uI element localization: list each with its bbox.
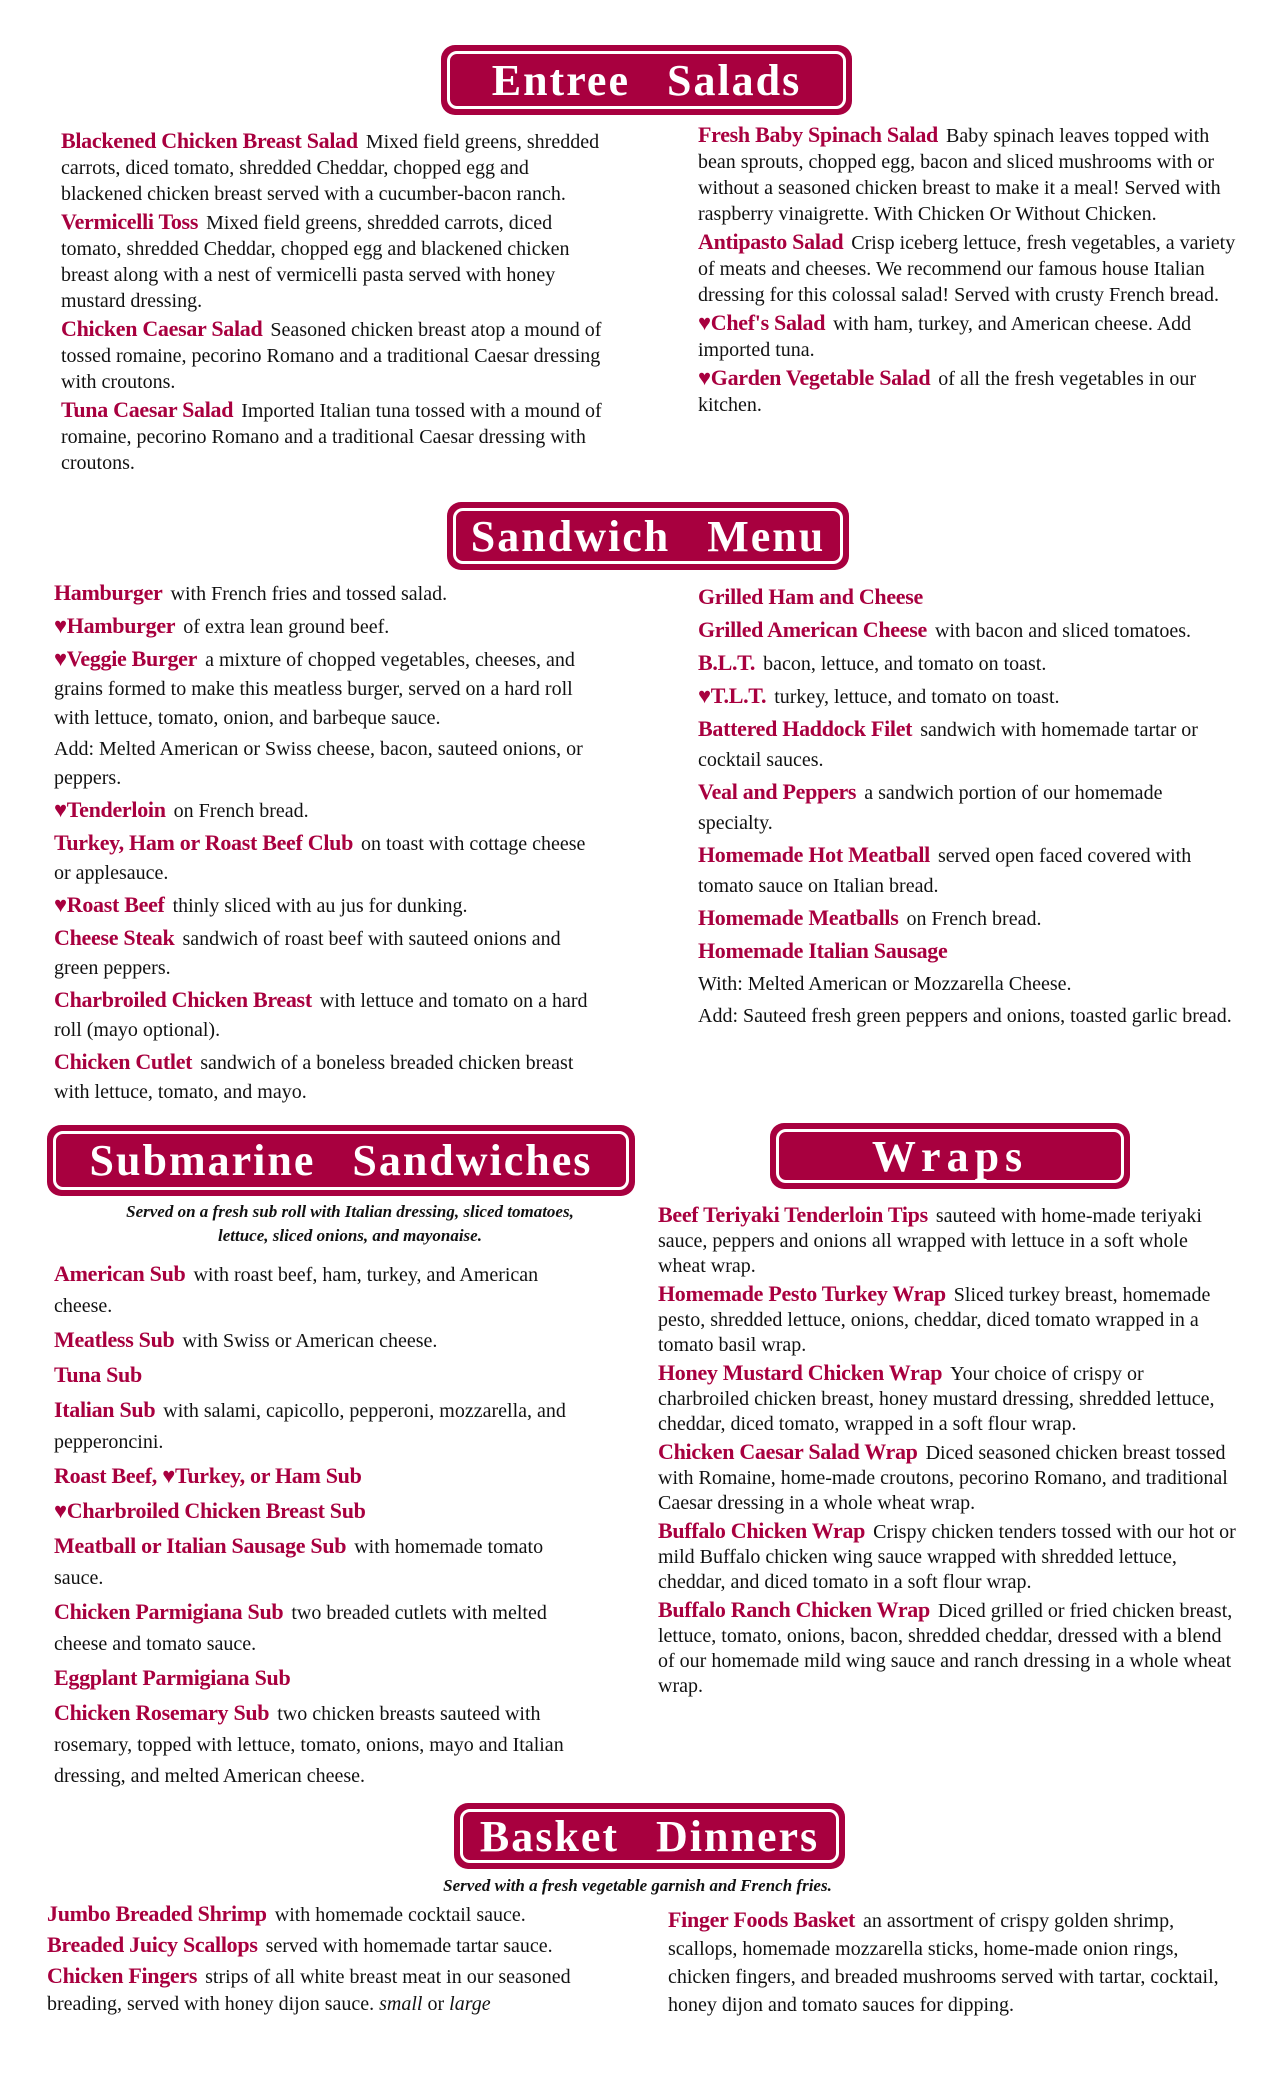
menu-item-name: Vermicelli Toss (61, 209, 199, 234)
menu-item-name: Buffalo Ranch Chicken Wrap (658, 1597, 930, 1622)
menu-item-description: served with homemade tartar sauce. (265, 1935, 553, 1957)
section-title: Sandwich Menu (470, 511, 826, 561)
menu-item (54, 1530, 594, 1594)
menu-item-description: turkey, lettuce, and tomato on toast. (774, 686, 1060, 708)
section-title: Entree Salads (491, 55, 802, 105)
size-option: or (427, 1993, 445, 2015)
menu-item (61, 397, 606, 476)
menu-item (54, 1359, 594, 1392)
menu-item (54, 1460, 594, 1493)
menu-item-name: ♥Charbroiled Chicken Breast Sub (54, 1498, 366, 1523)
menu-item-description: sandwich with homemade tartar or cocktail sauces. (698, 719, 1198, 771)
menu-item (54, 890, 594, 921)
menu-item-name: Eggplant Parmigiana Sub (54, 1665, 291, 1690)
menu-item (54, 1495, 594, 1528)
menu-item (61, 209, 606, 314)
menu-item-name: Tuna Caesar Salad (61, 397, 234, 422)
menu-item-name: Homemade Pesto Turkey Wrap (658, 1281, 946, 1306)
entree-salads-right (698, 122, 1238, 420)
section-title: Basket Dinners (479, 1811, 820, 1861)
menu-item (54, 1394, 594, 1458)
menu-item-description: with lettuce and tomato on a hard roll (mayo optional). (54, 990, 588, 1041)
menu-item-name: ♥Roast Beef (54, 892, 165, 917)
menu-item (698, 615, 1238, 646)
menu-item-description: of all the fresh vegetables in our kitchen. (698, 368, 1196, 416)
menu-item-description: on French bread. (173, 800, 309, 822)
menu-item-name: Hamburger (54, 580, 163, 605)
menu-item-description: of extra lean ground beef. (183, 616, 390, 638)
menu-item-name: Homemade Italian Sausage (698, 938, 948, 963)
menu-item-name: Finger Foods Basket (668, 1907, 856, 1932)
menu-item-description: served open faced covered with tomato sauce on Italian bread. (698, 845, 1192, 897)
menu-item-name: Grilled American Cheese (698, 617, 927, 642)
submarine-items (54, 1258, 594, 1794)
menu-item (698, 229, 1238, 308)
menu-item-name: Chicken Caesar Salad (61, 316, 263, 341)
menu-item-description: two chicken breasts sauteed with rosemary, topped with lettuce, tomato, onions, mayo and Italian dressing, and melted American cheese. (54, 1703, 564, 1787)
menu-item-description: bacon, lettuce, and tomato on toast. (763, 653, 1047, 675)
menu-item-description: Diced seasoned chicken breast tossed with Romaine, home-made croutons, pecorino Romano, and traditional Caesar dressing in a whole wheat wrap. (658, 1442, 1228, 1514)
menu-item (658, 1360, 1238, 1437)
submarine-subtitle: Served on a fresh sub roll with Italian dressing, sliced tomatoes, lettuce, sliced onions, and mayonaise. (126, 1202, 574, 1245)
menu-item-name: Tuna Sub (54, 1362, 142, 1387)
sandwich-menu-banner (447, 502, 849, 570)
menu-item-description: strips of all white breast meat in our seasoned breading, served with honey dijon sauce. (47, 1966, 571, 2015)
menu-item-name: Chicken Fingers (47, 1963, 198, 1988)
menu-item (698, 122, 1238, 227)
menu-item (698, 648, 1238, 679)
menu-item-name: Honey Mustard Chicken Wrap (658, 1360, 943, 1385)
menu-item (698, 365, 1238, 418)
menu-item-description: Mixed field greens, shredded carrots, diced tomato, shredded Cheddar, chopped egg and blackened chicken breast served with a cucumber-bacon ranch. (61, 131, 600, 205)
wraps-items (658, 1202, 1238, 1701)
menu-item-description: Sliced turkey breast, homemade pesto, shredded lettuce, onions, cheddar, diced tomato wrapped in a tomato basil wrap. (658, 1284, 1211, 1356)
menu-item-name: Fresh Baby Spinach Salad (698, 122, 938, 147)
menu-item (47, 1962, 607, 2018)
menu-item (698, 840, 1238, 901)
menu-item (658, 1202, 1238, 1279)
menu-item (54, 1324, 594, 1357)
menu-item (54, 828, 594, 888)
menu-item (658, 1281, 1238, 1358)
menu-item-description: Imported Italian tuna tossed with a mound of romaine, pecorino Romano and a traditional Caesar dressing with croutons. (61, 400, 602, 474)
menu-item-name: Roast Beef, ♥Turkey, or Ham Sub (54, 1463, 362, 1488)
menu-item-name: ♥Chef's Salad (698, 310, 826, 335)
menu-item-name: ♥Hamburger (54, 613, 176, 638)
menu-item-name: Breaded Juicy Scallops (47, 1932, 258, 1957)
menu-item (54, 611, 594, 642)
menu-item-name: Italian Sub (54, 1397, 156, 1422)
menu-item-description: Crisp iceberg lettuce, fresh vegetables, a variety of meats and cheeses. We recommend our famous house Italian dressing for this colossal salad! Served with crusty French bread. (698, 232, 1236, 306)
menu-item-description: an assortment of crispy golden shrimp, scallops, homemade mozzarella sticks, home-made onion rings, chicken fingers, and breaded mushrooms served with tartar, cocktail, honey dijon and tomato sauces for dipping. (668, 1910, 1219, 2016)
menu-item-name: Beef Teriyaki Tenderloin Tips (658, 1202, 928, 1227)
menu-item-description: Your choice of crispy or charbroiled chicken breast, honey mustard dressing, shredded lettuce, cheddar, diced tomato, wrapped in a soft flour wrap. (658, 1363, 1215, 1435)
menu-item (54, 1047, 594, 1107)
menu-item (658, 1597, 1238, 1699)
menu-item (47, 1931, 607, 1960)
basket-dinners-right (668, 1906, 1228, 2021)
section-title: Wraps (871, 1131, 1029, 1181)
menu-item-name: ♥Tenderloin (54, 797, 166, 822)
menu-item-name: Veal and Peppers (698, 779, 857, 804)
menu-item-name: Antipasto Salad (698, 229, 844, 254)
menu-item-name: Chicken Parmigiana Sub (54, 1599, 284, 1624)
menu-item (698, 903, 1238, 934)
menu-note: Add: Sauteed fresh green peppers and onions, toasted garlic bread. (698, 1005, 1232, 1027)
menu-item-name: ♥Garden Vegetable Salad (698, 365, 931, 390)
menu-item-description: with French fries and tossed salad. (170, 583, 448, 605)
submarine-banner (47, 1125, 635, 1196)
menu-item (61, 316, 606, 395)
menu-item-name: Meatless Sub (54, 1327, 175, 1352)
basket-dinners-left (47, 1900, 607, 2020)
basket-dinners-subtitle: Served with a fresh vegetable garnish and French fries. (443, 1876, 832, 1895)
menu-item-description: sandwich of a boneless breaded chicken breast with lettuce, tomato, and mayo. (54, 1052, 574, 1103)
menu-note: Add: Melted American or Swiss cheese, bacon, sauteed onions, or peppers. (54, 738, 583, 789)
menu-item-description: with homemade tomato sauce. (54, 1536, 544, 1589)
menu-item (658, 1439, 1238, 1516)
sandwich-menu-left (54, 578, 594, 1109)
menu-item-description: Diced grilled or fried chicken breast, lettuce, tomato, onions, bacon, shredded cheddar, dressed with a blend of our homemade mild wing sauce and ranch dressing in a whole wheat wrap. (658, 1600, 1233, 1697)
menu-item (698, 777, 1238, 838)
menu-item-description: Crispy chicken tenders tossed with our hot or mild Buffalo chicken wing sauce wrapped with shredded lettuce, cheddar, and diced tomato in a soft flour wrap. (658, 1521, 1236, 1593)
menu-item-name: Battered Haddock Filet (698, 716, 913, 741)
menu-item-name: Meatball or Italian Sausage Sub (54, 1533, 347, 1558)
menu-item (54, 923, 594, 983)
menu-item-description: sauteed with home-made teriyaki sauce, peppers and onions all wrapped with lettuce in a soft whole wheat wrap. (658, 1205, 1202, 1277)
menu-item-description: on French bread. (906, 908, 1042, 930)
menu-item (54, 1596, 594, 1660)
menu-item (54, 578, 594, 609)
menu-item-name: Chicken Caesar Salad Wrap (658, 1439, 918, 1464)
entree-salads-left (61, 128, 606, 478)
menu-item-name: Jumbo Breaded Shrimp (47, 1901, 267, 1926)
menu-item-name: Homemade Hot Meatball (698, 842, 930, 867)
section-title: Submarine Sandwiches (89, 1136, 593, 1185)
menu-item-description: Seasoned chicken breast atop a mound of tossed romaine, pecorino Romano and a traditional Caesar dressing with croutons. (61, 319, 602, 393)
menu-item-description: with roast beef, ham, turkey, and American cheese. (54, 1264, 539, 1317)
menu-item (698, 936, 1238, 967)
menu-item-description: with Swiss or American cheese. (182, 1330, 438, 1352)
menu-item (54, 644, 594, 733)
menu-item-name: ♥Veggie Burger (54, 646, 198, 671)
menu-item-name: American Sub (54, 1261, 186, 1286)
basket-dinners-banner (454, 1803, 845, 1869)
menu-item (668, 1906, 1228, 2019)
menu-item (698, 714, 1238, 775)
menu-item (54, 985, 594, 1045)
menu-item-description: a sandwich portion of our homemade specialty. (698, 782, 1163, 834)
menu-item-name: Blackened Chicken Breast Salad (61, 128, 358, 153)
menu-item-name: Chicken Cutlet (54, 1049, 193, 1074)
menu-item-name: Homemade Meatballs (698, 905, 899, 930)
menu-item-name: ♥T.L.T. (698, 683, 767, 708)
menu-item (54, 1662, 594, 1695)
menu-item-name: Buffalo Chicken Wrap (658, 1518, 866, 1543)
entree-salads-banner (441, 45, 852, 115)
menu-item-description: with salami, capicollo, pepperoni, mozzarella, and pepperoncini. (54, 1400, 566, 1453)
menu-item-description: with homemade cocktail sauce. (274, 1904, 526, 1926)
menu-item-name: Chicken Rosemary Sub (54, 1700, 270, 1725)
size-option: large (449, 1993, 491, 2015)
menu-item-description: two breaded cutlets with melted cheese and tomato sauce. (54, 1602, 547, 1655)
menu-item (658, 1518, 1238, 1595)
size-option: small (379, 1993, 423, 2015)
menu-item (61, 128, 606, 207)
menu-item (698, 310, 1238, 363)
menu-note: With: Melted American or Mozzarella Cheese. (698, 973, 1072, 995)
menu-item-description: thinly sliced with au jus for dunking. (172, 895, 468, 917)
menu-item-description: Mixed field greens, shredded carrots, diced tomato, shredded Cheddar, chopped egg and blackened chicken breast along with a nest of vermicelli pasta served with honey mustard dressing. (61, 212, 570, 312)
menu-item (54, 795, 594, 826)
menu-item-description: sandwich of roast beef with sauteed onions and green peppers. (54, 928, 561, 979)
menu-item-description: Baby spinach leaves topped with bean sprouts, chopped egg, bacon and sliced mushrooms with or without a seasoned chicken breast to make it a meal! Served with raspberry vinaigrette. With Chicken Or Without Chicken. (698, 125, 1221, 225)
menu-item-name: Cheese Steak (54, 925, 175, 950)
wraps-banner (770, 1123, 1130, 1189)
menu-item-name: Grilled Ham and Cheese (698, 584, 924, 609)
menu-item-description: a mixture of chopped vegetables, cheeses, and grains formed to make this meatless burger, served on a hard roll with lettuce, tomato, onion, and barbeque sauce. (54, 649, 575, 729)
sandwich-menu-right (698, 582, 1238, 1033)
menu-item-description: on toast with cottage cheese or applesauce. (54, 833, 586, 884)
menu-item-description: with bacon and sliced tomatoes. (934, 620, 1191, 642)
menu-item (54, 1697, 594, 1792)
menu-item-name: B.L.T. (698, 650, 756, 675)
menu-item-name: Turkey, Ham or Roast Beef Club (54, 830, 354, 855)
menu-item-name: Charbroiled Chicken Breast (54, 987, 312, 1012)
menu-item (698, 681, 1238, 712)
menu-item (47, 1900, 607, 1929)
menu-item (698, 582, 1238, 613)
menu-item (54, 1258, 594, 1322)
menu-item-description: with ham, turkey, and American cheese. Add imported tuna. (698, 313, 1192, 361)
